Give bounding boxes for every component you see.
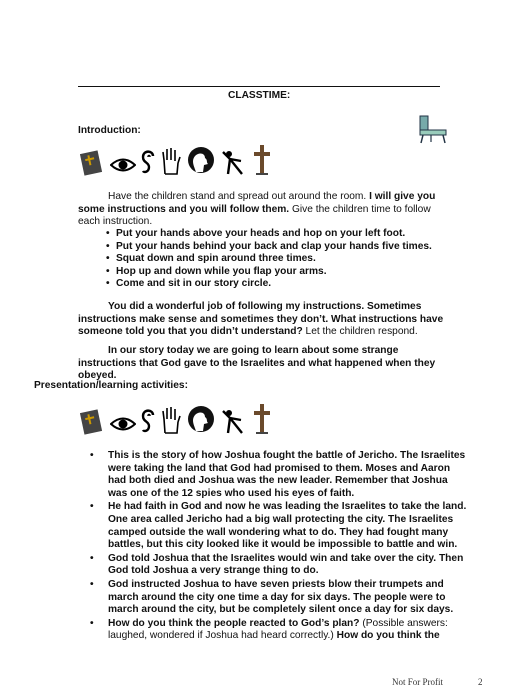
intro-story-text: In our story today we are going to learn about some strange instructions that God gave to the Israelites and what happened when they obeyed.	[78, 345, 436, 382]
intro-paragraph-2	[78, 301, 458, 339]
story-item: • How do you think the people reacted to God’s plan? (Possible answers: laughed, wondered if Joshua had heard correctly.) How do you think the	[90, 618, 468, 643]
presentation-heading: Presentation/learning activities:	[34, 380, 188, 391]
hand-icon	[160, 405, 182, 435]
story-item: • God told Joshua that the Israelites would win and take over the city. Then God told Joshua a very strange thing to do.	[90, 553, 468, 578]
intro-paragraph-3	[78, 345, 458, 383]
intro-respond: Let the children respond.	[305, 326, 418, 338]
intro-text-b: I will give you some instructions and you will follow them.	[78, 191, 436, 215]
instruction-item: • Put your hands above your heads and hop on your left foot.	[106, 228, 456, 241]
sense-icons-row	[80, 144, 272, 176]
story-item: • God instructed Joshua to have seven priests blow their trumpets and march around the city one time a day for six days. The people were to march around the city, but be completely silent once a day for six days.	[90, 579, 468, 617]
head-icon	[186, 405, 216, 435]
bible-icon	[80, 146, 106, 176]
story-item: • He had faith in God and now he was leading the Israelites to take the land. One area called Jericho had a big wall protecting the city. The Israelites camped outside the wall wondering what to do. They had fought many battles, but this city looked like it would be impossible to battle and win.	[90, 501, 468, 551]
footer-text: Not For Profit	[392, 677, 444, 687]
intro-text-c: Give the children time to follow each instruction.	[78, 203, 431, 228]
ear-icon	[140, 407, 156, 435]
top-rule	[78, 86, 440, 87]
instruction-item: • Put your hands behind your back and clap your hands five times.	[106, 241, 456, 254]
page-title: CLASSTIME:	[228, 90, 291, 101]
ear-icon	[140, 148, 156, 176]
page-number: 2	[478, 677, 483, 687]
story-item: • This is the story of how Joshua fought the battle of Jericho. The Israelites were taking the land that God had promised to them. Moses and Aaron had both died and Joshua was the new leader. Remember that Joshua was one of the 12 spies who used his eyes of faith.	[90, 450, 468, 500]
bible-icon	[80, 405, 106, 435]
eye-icon	[110, 154, 136, 176]
instruction-item: • Come and sit in our story circle.	[106, 278, 456, 291]
instruction-item: • Squat down and spin around three times.	[106, 253, 456, 266]
intro-heading: Introduction:	[78, 125, 141, 136]
head-icon	[186, 146, 216, 176]
instruction-list	[106, 228, 456, 291]
eye-icon	[110, 413, 136, 435]
chair-icon	[414, 114, 454, 149]
instruction-item: • Hop up and down while you flap your arms.	[106, 266, 456, 279]
stretching-person-icon	[220, 407, 248, 435]
hand-icon	[160, 146, 182, 176]
stretching-person-icon	[220, 148, 248, 176]
cross-icon	[252, 144, 272, 176]
intro-paragraph	[78, 191, 450, 229]
story-list	[90, 450, 468, 644]
cross-icon	[252, 403, 272, 435]
intro-question: You did a wonderful job of following my instructions. Sometimes instructions make sense and sometimes they don’t. What instructions have someone told you that you didn’t understand?	[78, 301, 444, 338]
intro-text-a: Have the children stand and spread out around the room.	[108, 191, 367, 202]
sense-icons-row-2	[80, 403, 272, 435]
